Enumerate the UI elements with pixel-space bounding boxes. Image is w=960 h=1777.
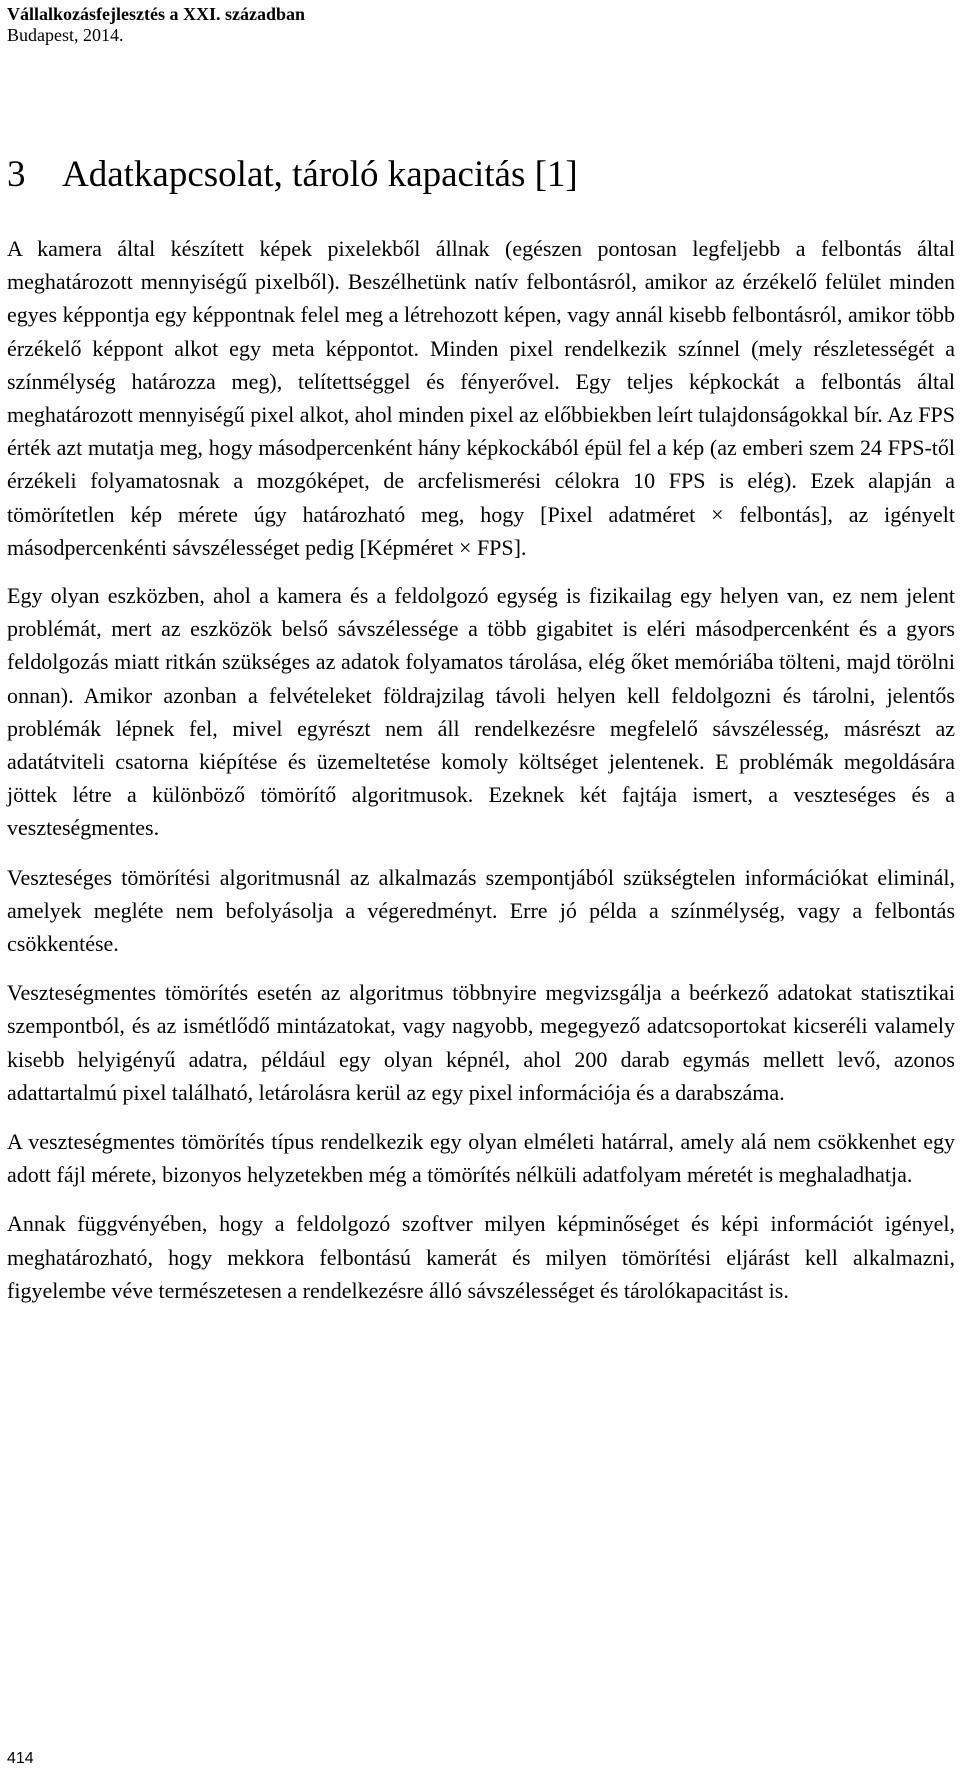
page-number: 414 xyxy=(7,1750,34,1767)
section-number: 3 xyxy=(7,154,26,195)
body-text xyxy=(7,232,955,1323)
section-title: Adatkapcsolat, tároló kapacitás [1] xyxy=(62,154,578,195)
paragraph: A kamera által készített képek pixelekből állnak (egészen pontosan legfeljebb a felbontás által meghatározott mennyiségű pixelből). Beszélhetünk natív felbontásról, amikor az érzékelő felület minden egyes képpontja egy képpontnak felel meg a létrehozott képen, vagy annál kisebb felbontásról, amikor több érzékelő képpont alkot egy meta képpontot. Minden pixel rendelkezik színnel (mely részletességét a színmélység határozza meg), telítettséggel és fényerővel. Egy teljes képkockát a felbontás által meghatározott mennyiségű pixel alkot, ahol minden pixel az előbbiekben leírt tulajdonságokkal bír. Az FPS érték azt mutatja meg, hogy másodpercenként hány képkockából épül fel a kép (az emberi szem 24 FPS-től érzékeli folyamatosnak a mozgóképet, de arcfelismerési célokra 10 FPS is elég). Ezek alapján a tömörítetlen kép mérete úgy határozható meg, hogy [Pixel adatméret × felbontás], az igényelt másodpercenkénti sávszélességet pedig [Képméret × FPS]. xyxy=(7,236,955,560)
publication-title: Vállalkozásfejlesztés a XXI. században xyxy=(7,4,305,24)
paragraph: A veszteségmentes tömörítés típus rendelkezik egy olyan elméleti határral, amely alá nem csökkenhet egy adott fájl mérete, bizonyos helyzetekben még a tömörítés nélküli adatfolyam méretét is meghaladhatja. xyxy=(7,1129,955,1188)
section-heading xyxy=(7,153,578,197)
paragraph: Egy olyan eszközben, ahol a kamera és a feldolgozó egység is fizikailag egy helyen van, ez nem jelent problémát, mert az eszközök belső sávszélessége a több gigabitet is eléri másodpercenként és a gyors feldolgozás miatt ritkán szükséges az adatok folyamatos tárolása, elég őket memóriába tölteni, majd törölni onnan). Amikor azonban a felvételeket földrajzilag távoli helyen kell feldolgozni és tárolni, jelentős problémák lépnek fel, mivel egyrészt nem áll rendelkezésre megfelelő sávszélesség, másrészt az adatátviteli csatorna kiépítése és üzemeltetése komoly költséget jelentenek. E problémák megoldására jöttek létre a különböző tömörítő algoritmusok. Ezeknek két fajtája ismert, a veszteséges és a veszteségmentes. xyxy=(7,583,955,841)
paragraph: Annak függvényében, hogy a feldolgozó szoftver milyen képminőséget és képi információt igényel, meghatározható, hogy mekkora felbontású kamerát és milyen tömörítési eljárást kell alkalmazni, figyelembe véve természetesen a rendelkezésre álló sávszélességet és tárolókapacitást is. xyxy=(7,1211,955,1303)
running-header xyxy=(7,4,305,46)
paragraph: Veszteségmentes tömörítés esetén az algoritmus többnyire megvizsgálja a beérkező adatokat statisztikai szempontból, és az ismétlődő mintázatokat, vagy nagyobb, megegyező adatcsoportokat kicseréli valamely kisebb helyigényű adatra, például egy olyan képnél, ahol 200 darab egymás mellett levő, azonos adattartalmú pixel található, letárolásra kerül az egy pixel információja és a darabszáma. xyxy=(7,980,955,1105)
paragraph: Veszteséges tömörítési algoritmusnál az alkalmazás szempontjából szükségtelen információkat eliminál, amelyek megléte nem befolyásolja a végeredményt. Erre jó példa a színmélység, vagy a felbontás csökkentése. xyxy=(7,864,955,957)
publication-place-date: Budapest, 2014. xyxy=(7,25,124,45)
